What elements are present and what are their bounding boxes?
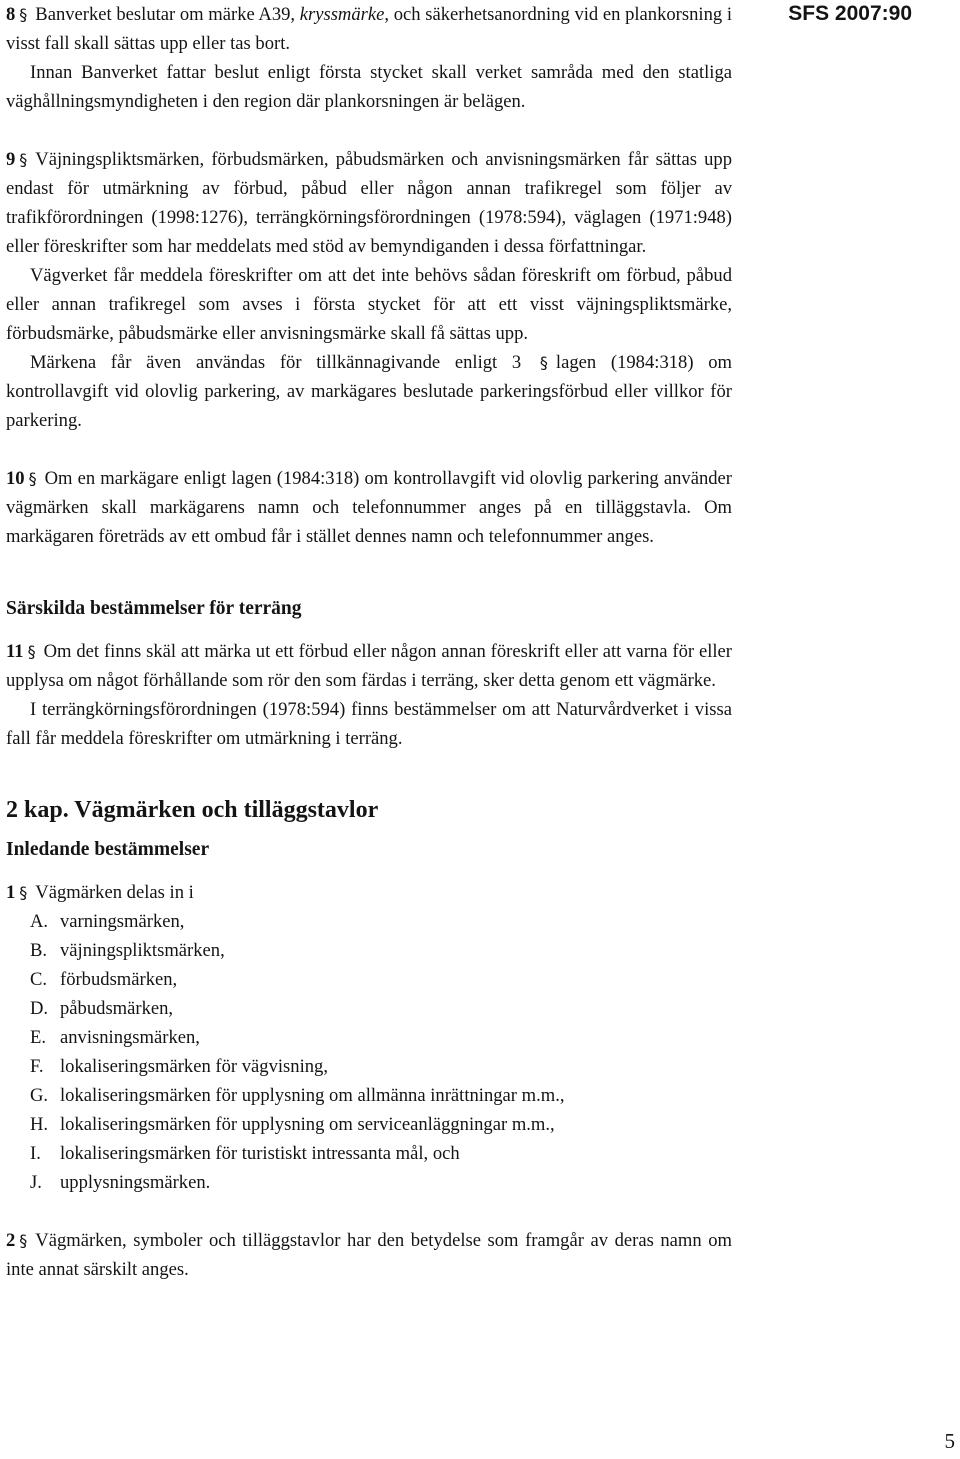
section-number: 10	[6, 468, 25, 489]
section-sign: §	[539, 353, 548, 372]
list-item: F. lokaliseringsmärken för vägvisning,	[30, 1056, 329, 1077]
list-item: I. lokaliseringsmärken för turistiskt intressanta mål, och	[30, 1143, 460, 1164]
section-sign: §	[19, 1231, 28, 1250]
list-item: B. väjningspliktsmärken,	[30, 940, 225, 961]
list-item: J. upplysningsmärken.	[30, 1172, 211, 1193]
section-8-paragraph-1: 8 § Banverket beslutar om märke A39, kryssmärke, och säkerhetsanordning vid en plankorsning i visst fall skall sättas upp eller tas bort.	[6, 4, 732, 54]
term-kryssmarke: kryssmärke	[299, 4, 385, 25]
section-number: 11	[6, 641, 24, 662]
document-body	[6, 0, 732, 1284]
chapter-2-section-1: 1 § Vägmärken delas in i	[6, 882, 194, 903]
sign-category-list	[6, 907, 732, 1197]
list-item: H. lokaliseringsmärken för upplysning om serviceanläggningar m.m.,	[30, 1114, 555, 1135]
section-sign: §	[19, 883, 28, 902]
page-number: 5	[944, 1429, 955, 1453]
chapter-2-title: 2 kap. Vägmärken och tilläggstavlor	[6, 797, 379, 823]
section-number: 2	[6, 1230, 16, 1251]
chapter-2-subheading: Inledande bestämmelser	[6, 839, 210, 860]
section-sign: §	[28, 469, 37, 488]
section-9-paragraph-2: Vägverket får meddela föreskrifter om att det inte behövs sådan föreskrift om förbud, påbud eller annan trafikregel som avses i första stycket för att ett visst väjningspliktsmärke, förbudsmärke, påbudsmärke eller anvisningsmärke skall få sättas upp.	[6, 265, 732, 344]
list-item: E. anvisningsmärken,	[30, 1027, 200, 1048]
list-item: C. förbudsmärken,	[30, 969, 178, 990]
section-9-paragraph-1: 9 § Väjningspliktsmärken, förbudsmärken, påbudsmärken och anvisningsmärken får sättas upp endast för utmärkning av förbud, påbud eller någon annan trafikregel som följer av trafikförordningen (1998:1276), terrängkörningsförordningen (1978:594), väglagen (1971:948) eller föreskrifter som har meddelats med stöd av bemyndiganden i dessa författningar.	[6, 149, 732, 257]
terrain-heading: Särskilda bestämmelser för terräng	[6, 598, 302, 619]
section-number: 8	[6, 4, 16, 25]
list-item: G. lokaliseringsmärken för upplysning om allmänna inrättningar m.m.,	[30, 1085, 565, 1106]
section-11-paragraph-2: I terrängkörningsförordningen (1978:594) finns bestämmelser om att Naturvårdverket i vissa fall får meddela föreskrifter om utmärkning i terräng.	[6, 699, 732, 749]
section-8-paragraph-2: Innan Banverket fattar beslut enligt första stycket skall verket samråda med den statliga väghållningsmyndigheten i den region där plankorsningen är belägen.	[6, 62, 732, 112]
section-number: 1	[6, 882, 16, 903]
section-number: 9	[6, 149, 16, 170]
section-sign: §	[27, 642, 36, 661]
section-11-paragraph-1: 11 § Om det finns skäl att märka ut ett förbud eller någon annan föreskrift eller att varna för eller upplysa om något förhållande som rör den som färdas i terräng, sker detta genom ett vägmärke.	[6, 641, 732, 691]
section-9-paragraph-3: Märkena får även användas för tillkännagivande enligt 3 § lagen (1984:318) om kontrollavgift vid olovlig parkering, av markägares beslutade parkeringsförbud eller villkor för parkering.	[6, 352, 732, 431]
section-sign: §	[19, 150, 28, 169]
running-head: SFS 2007:90	[788, 2, 912, 25]
chapter-2-section-2: 2 § Vägmärken, symboler och tilläggstavlor har den betydelse som framgår av deras namn om inte annat särskilt anges.	[6, 1230, 732, 1280]
list-item: D. påbudsmärken,	[30, 998, 174, 1019]
section-sign: §	[19, 5, 28, 24]
section-10-paragraph-1: 10 § Om en markägare enligt lagen (1984:318) om kontrollavgift vid olovlig parkering använder vägmärken skall markägarens namn och telefonnummer anges på en tilläggstavla. Om markägaren företräds av ett ombud får i stället dennes namn och telefonnummer anges.	[6, 468, 732, 547]
list-item: A. varningsmärken,	[30, 911, 185, 932]
